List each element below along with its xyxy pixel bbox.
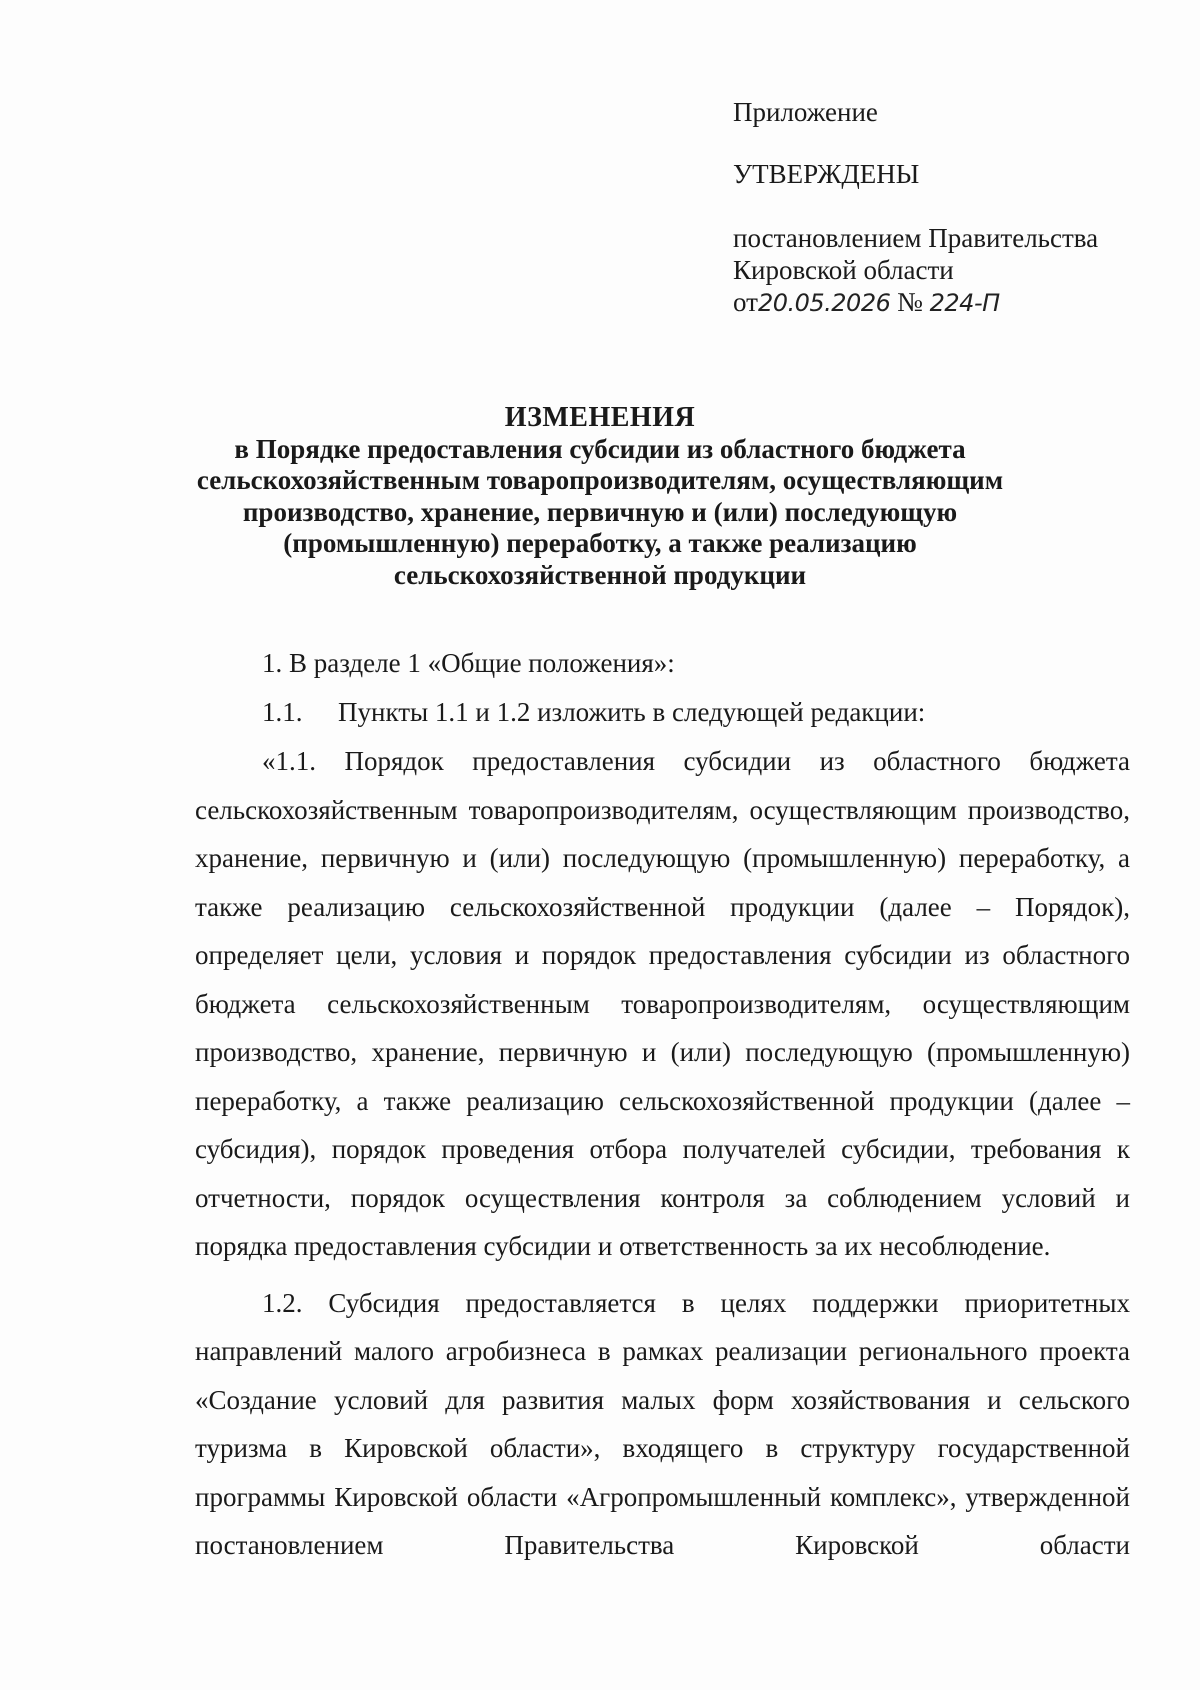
document-heading [180,402,1020,591]
item-1-1-number: 1.1. [262,697,303,727]
handwritten-number: 224-П [929,289,1000,317]
approved-by-line-1: постановлением Правительства [733,223,1099,253]
heading-line: сельскохозяйственным товаропроизводителям, осуществляющим [196,465,1004,495]
approved-by-line-2: Кировской области [733,255,954,285]
handwritten-date: 20.05.2026 [757,289,891,317]
appendix-label: Приложение [733,97,878,127]
heading-line: в Порядке предоставления субсидии из областного бюджета [234,433,966,464]
date-prefix: от [733,287,758,317]
heading-line: (промышленную) переработку, а также реализацию [283,528,917,558]
heading-line: сельскохозяйственной продукции [393,559,807,590]
approved-label: УТВЕРЖДЕНЫ [733,159,920,189]
approval-block [733,96,1173,319]
clause-1-1-text: «1.1. Порядок предоставления субсидии из областного бюджета сельскохозяйственным товаропроизводителям, осуществляющим производство, хранение, первичную и (или) последующую (промышленную) переработку, а также реализацию сельскохозяйственной продукции (далее – Порядок), определяет цели, условия и порядок предоставления субсидии из областного бюджета сельскохозяйственным товаропроизводителям, осуществляющим производство, хранение, первичную и (или) последующую (промышленную) переработку, а также реализацию сельскохозяйственной продукции (далее – субсидия), порядок проведения отбора получателей субсидии, требования к отчетности, порядок осуществления контроля за соблюдением условий и порядка предоставления субсидии и ответственность за их несоблюдение. [195,746,1130,1261]
clause-1-2-text: 1.2. Субсидия предоставляется в целях поддержки приоритетных направлений малого агробизнеса в рамках реализации регионального проекта «Создание условий для развития малых форм хозяйствования и сельского туризма в Кировской области», входящего в структуру государственной программы Кировской области «Агропромышленный комплекс», утвержденной постановлением Правительства Кировской области [195,1287,1130,1560]
approval-date-number-line [733,286,1173,319]
heading-line: производство, хранение, первичную и (или) последующую [242,496,958,527]
item-1-1-text: Пункты 1.1 и 1.2 изложить в следующей редакции: [338,697,926,727]
number-prefix: № [897,287,923,317]
item-1-1 [195,688,1130,737]
document-body [195,639,1130,1570]
document-title: ИЗМЕНЕНИЯ [504,402,696,433]
section-1-intro: 1. В разделе 1 «Общие положения»: [262,648,675,678]
